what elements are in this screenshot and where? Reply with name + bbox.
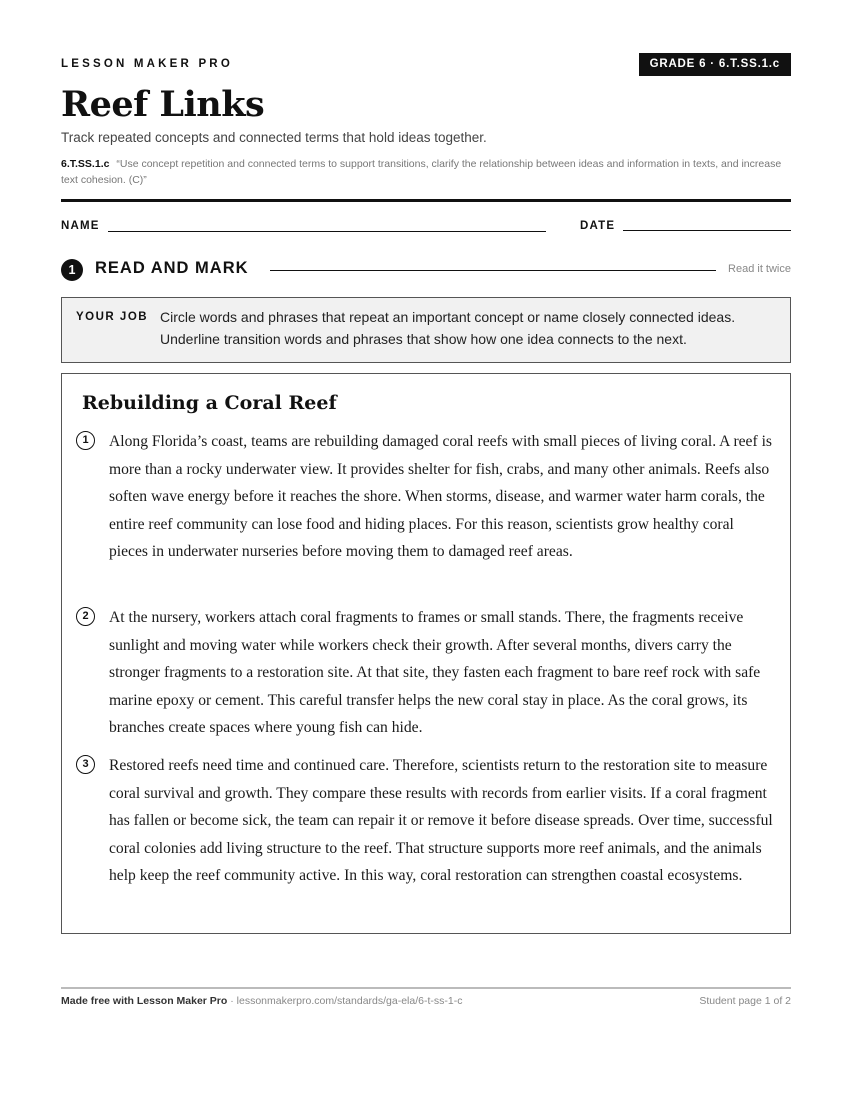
section-note: Read it twice — [728, 263, 791, 275]
section-number-badge: 1 — [61, 259, 83, 281]
paragraph-number-icon: 3 — [76, 755, 95, 774]
standard-text: “Use concept repetition and connected terms to support transitions, clarify the relationship between ideas and information in texts, and increase text cohesion. (C)” — [61, 158, 782, 186]
page-number: Student page 1 of 2 — [699, 995, 791, 1007]
paragraph-text: Restored reefs need time and continued care. Therefore, scientists return to the restoration site to measure coral survival and growth. They compare these results with records from earlier visits. If a coral fragment has fallen or become sick, the team can repair it or remove it before disease spreads. Over time, successful coral colonies add living structure to the reef. That structure supports more reef animals, and the animals help keep the reef community active. In this way, coral restoration can strengthen coastal ecosystems. — [109, 757, 773, 885]
paragraph-text: At the nursery, workers attach coral fragments to frames or small stands. There, the fragments receive sunlight and moving water while workers check their growth. After several months, divers carry the stronger fragments to a restoration site. At that site, they fasten each fragment to bare reef rock with safe marine epoxy or cement. This careful transfer helps the new coral stay in place. As the coral grows, its branches create spaces where young fish can hide. — [109, 609, 761, 737]
section-divider — [270, 270, 716, 271]
paragraph-number-icon: 1 — [76, 431, 95, 450]
paragraph-text: Along Florida’s coast, teams are rebuilding damaged coral reefs with small pieces of living coral. A reef is more than a rocky underwater view. It provides shelter for fish, crabs, and many other animals. Reefs also soften wave energy before it reaches the shore. When storms, disease, and warmer water harm corals, the entire reef community can lose food and hiding places. For this reason, scientists grow healthy coral pieces in underwater nurseries before moving them to damaged reef areas. — [109, 433, 772, 561]
date-field[interactable] — [623, 230, 791, 231]
page-title: Reef Links — [61, 84, 265, 125]
passage-title: Rebuilding a Coral Reef — [82, 392, 337, 414]
section-title: READ AND MARK — [95, 259, 249, 277]
date-label: DATE — [580, 220, 616, 232]
grade-badge: GRADE 6 · 6.T.SS.1.c — [639, 53, 791, 76]
footer-url[interactable]: · lessonmakerpro.com/standards/ga-ela/6-t-ss-1-c — [227, 995, 463, 1007]
standard-description — [61, 156, 791, 188]
instructions-text: Circle words and phrases that repeat an important concept or name closely connected ideas. Underline transition words and phrases that show how one idea connects to the next. — [160, 309, 736, 347]
standard-code: 6.T.SS.1.c — [61, 158, 110, 170]
page-subtitle: Track repeated concepts and connected terms that hold ideas together. — [61, 130, 487, 145]
instructions-box — [61, 297, 791, 363]
name-field[interactable] — [108, 231, 546, 232]
reading-passage — [61, 373, 791, 934]
name-label: NAME — [61, 220, 100, 232]
footer-made-with: Made free with Lesson Maker Pro — [61, 995, 228, 1007]
brand-name: LESSON MAKER PRO — [61, 58, 233, 70]
header-divider — [61, 199, 791, 202]
instructions-label: YOUR JOB — [76, 311, 149, 323]
footer-divider — [61, 987, 791, 989]
footer-credit — [61, 995, 462, 1007]
paragraph-number-icon: 2 — [76, 607, 95, 626]
